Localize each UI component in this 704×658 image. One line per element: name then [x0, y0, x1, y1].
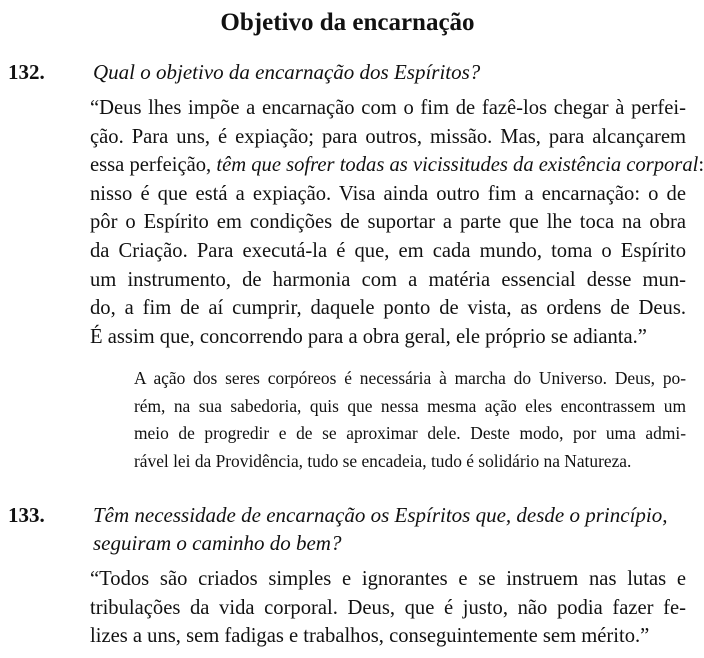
answer-132 — [90, 94, 704, 351]
comment-132-line: A ação dos seres corpóreos é necessária à marcha do Universo. Deus, po- — [134, 368, 686, 388]
page-title: Objetivo da encarnação — [220, 9, 475, 36]
answer-132-line-emphasis — [90, 151, 704, 180]
answer-133-line: tribulações da vida corporal. Deus, que é justo, não podia fazer fe- — [90, 596, 686, 619]
question-133-line: seguiram o caminho do bem? — [93, 531, 342, 555]
answer-132-line: do, a fim de aí cumprir, daquele ponto de vista, as ordens de Deus. — [90, 297, 686, 320]
answer-132-emphasis-tail: : — [698, 154, 704, 177]
comment-132-line: rém, na sua sabedoria, quis que nessa mesma ação eles encontrassem um — [134, 395, 686, 416]
question-133-line: Têm necessidade de encarnação os Espíritos que, desde o princípio, — [93, 503, 668, 527]
answer-133-line: “Todos são criados simples e ignorantes e se instruem nas lutas e — [90, 568, 686, 590]
answer-132-line: É assim que, concorrendo para a obra geral, ele próprio se adianta.” — [90, 325, 647, 348]
answer-132-line: ção. Para uns, é expiação; para outros, missão. Mas, para alcançarem — [90, 125, 686, 148]
answer-132-line: “Deus lhes impõe a encarnação com o fim de fazê-los chegar à perfei- — [90, 97, 686, 119]
comment-132-line: meio de progredir e de se aproximar dele. Deste modo, por uma admi- — [134, 423, 686, 443]
answer-132-line: um instrumento, de harmonia com a matéria essencial desse mun- — [90, 268, 686, 291]
comment-132-line: rável lei da Providência, tudo se encadeia, tudo é solidário na Natureza. — [134, 450, 632, 471]
answer-132-line: nisso é que está a expiação. Visa ainda outro fim a encarnação: o de — [90, 182, 686, 205]
answer-132-line: da Criação. Para executá-la é que, em cada mundo, toma o Espírito — [90, 239, 686, 262]
comment-132 — [134, 365, 686, 475]
question-number-132: 132. — [8, 60, 45, 84]
answer-132-line: pôr o Espírito em condições de suportar a parte que lhe toca na obra — [90, 211, 686, 234]
answer-133 — [90, 565, 686, 651]
question-132: Qual o objetivo da encarnação dos Espíritos? — [93, 60, 481, 84]
answer-133-line: lizes a uns, sem fadigas e trabalhos, conseguintemente sem mérito.” — [90, 625, 650, 648]
answer-132-emphasis: têm que sofrer todas as vicissitudes da existência corporal — [216, 154, 699, 177]
answer-132-line-start: essa perfeição, — [90, 154, 217, 177]
question-number-133: 133. — [8, 503, 45, 527]
question-133 — [93, 501, 685, 557]
